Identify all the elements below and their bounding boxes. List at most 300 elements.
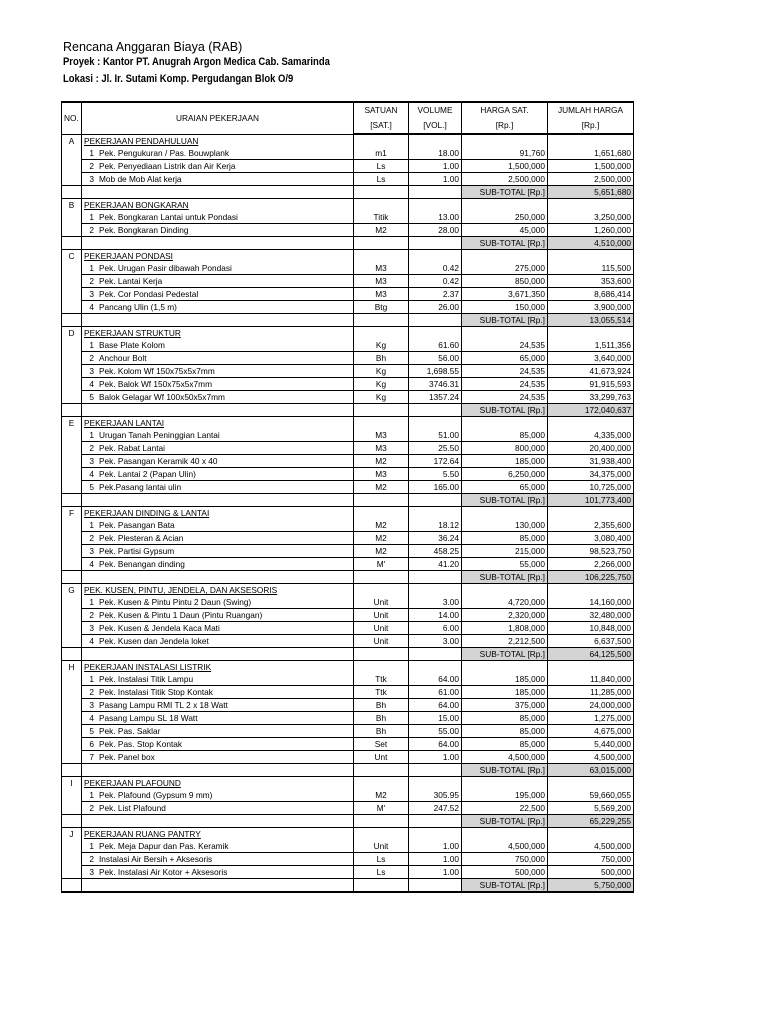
col-header-unit: SATUAN <box>354 102 409 118</box>
section-header-row <box>62 327 634 340</box>
item-description <box>82 866 354 879</box>
empty-cell <box>354 199 409 212</box>
item-description <box>82 853 354 866</box>
empty-cell <box>409 571 462 584</box>
item-total: 1,511,356 <box>548 339 634 352</box>
table-row <box>62 673 634 686</box>
table-row <box>62 481 634 494</box>
item-total: 2,266,000 <box>548 558 634 571</box>
item-name: Pek. Cor Pondasi Pedestal <box>99 288 199 299</box>
item-unit-price: 45,000 <box>462 224 548 237</box>
subtotal-label: SUB-TOTAL [Rp.] <box>462 186 548 199</box>
item-volume: 14.00 <box>409 609 462 622</box>
subtotal-row <box>62 571 634 584</box>
item-unit: Bh <box>354 352 409 365</box>
subtotal-label: SUB-TOTAL [Rp.] <box>462 879 548 893</box>
empty-cell <box>62 160 82 173</box>
item-total: 5,440,000 <box>548 738 634 751</box>
empty-cell <box>548 507 634 520</box>
empty-cell <box>409 237 462 250</box>
item-total: 20,400,000 <box>548 442 634 455</box>
subtotal-label: SUB-TOTAL [Rp.] <box>462 314 548 327</box>
item-unit-price: 65,000 <box>462 481 548 494</box>
item-name: Pek. Kusen & Jendela Kaca Mati <box>99 622 220 633</box>
item-name: Pek. Kusen & Pintu 1 Daun (Pintu Ruangan) <box>99 609 263 620</box>
item-volume: 13.00 <box>409 211 462 224</box>
table-row <box>62 751 634 764</box>
item-number: 5 <box>89 725 94 736</box>
empty-cell <box>409 764 462 777</box>
item-unit-price: 150,000 <box>462 301 548 314</box>
item-unit: Titik <box>354 211 409 224</box>
empty-cell <box>62 301 82 314</box>
item-unit: M2 <box>354 789 409 802</box>
section-code: C <box>62 250 82 263</box>
item-unit: M2 <box>354 481 409 494</box>
section-header-row <box>62 828 634 841</box>
item-number: 1 <box>89 673 94 684</box>
table-row <box>62 622 634 635</box>
item-description <box>82 622 354 635</box>
item-description <box>82 455 354 468</box>
item-number: 2 <box>89 802 94 813</box>
table-row <box>62 429 634 442</box>
empty-cell <box>548 777 634 790</box>
subtotal-label: SUB-TOTAL [Rp.] <box>462 404 548 417</box>
empty-cell <box>548 584 634 597</box>
section-title: PEKERJAAN PENDAHULUAN <box>82 134 354 147</box>
item-number: 1 <box>89 840 94 851</box>
item-unit-price: 185,000 <box>462 673 548 686</box>
item-volume: 3746.31 <box>409 378 462 391</box>
item-volume: 36.24 <box>409 532 462 545</box>
empty-cell <box>354 764 409 777</box>
item-total: 5,569,200 <box>548 802 634 815</box>
empty-cell <box>354 417 409 430</box>
table-row <box>62 635 634 648</box>
item-unit: M3 <box>354 468 409 481</box>
item-number: 5 <box>89 481 94 492</box>
item-name: Pek. Balok Wf 150x75x5x7mm <box>99 378 212 389</box>
item-name: Pek. Meja Dapur dan Pas. Keramik <box>99 840 229 851</box>
item-total: 91,915,593 <box>548 378 634 391</box>
item-number: 3 <box>89 455 94 466</box>
empty-cell <box>62 275 82 288</box>
empty-cell <box>62 352 82 365</box>
item-description <box>82 686 354 699</box>
empty-cell <box>62 365 82 378</box>
item-name: Pek. Pas. Saklar <box>99 725 161 736</box>
item-name: Pek. Partisi Gypsum <box>99 545 175 556</box>
item-number: 2 <box>89 442 94 453</box>
subtotal-label: SUB-TOTAL [Rp.] <box>462 815 548 828</box>
item-volume: 458.25 <box>409 545 462 558</box>
item-name: Pek. Kolom Wf 150x75x5x7mm <box>99 365 215 376</box>
item-description <box>82 468 354 481</box>
subtotal-value: 65,229,255 <box>548 815 634 828</box>
subtotal-row <box>62 314 634 327</box>
item-volume: 3.00 <box>409 596 462 609</box>
item-volume: 28.00 <box>409 224 462 237</box>
item-number: 4 <box>89 712 94 723</box>
subtotal-value: 63,015,000 <box>548 764 634 777</box>
table-row <box>62 288 634 301</box>
empty-cell <box>62 173 82 186</box>
item-name: Pek. Bongkaran Lantai untuk Pondasi <box>99 211 238 222</box>
table-row <box>62 840 634 853</box>
empty-cell <box>62 391 82 404</box>
item-description <box>82 147 354 160</box>
subtotal-label: SUB-TOTAL [Rp.] <box>462 494 548 507</box>
rab-table <box>61 101 634 893</box>
item-volume: 1.00 <box>409 173 462 186</box>
item-total: 500,000 <box>548 866 634 879</box>
item-description <box>82 429 354 442</box>
item-unit: M3 <box>354 275 409 288</box>
item-name: Base Plate Kolom <box>99 339 165 350</box>
item-description <box>82 262 354 275</box>
item-unit-price: 65,000 <box>462 352 548 365</box>
section-code: D <box>62 327 82 340</box>
item-unit: Unit <box>354 635 409 648</box>
item-number: 2 <box>89 532 94 543</box>
subtotal-row <box>62 764 634 777</box>
empty-cell <box>354 815 409 828</box>
item-unit: Bh <box>354 699 409 712</box>
empty-cell <box>62 147 82 160</box>
item-name: Urugan Tanah Peninggian Lantai <box>99 429 220 440</box>
item-number: 2 <box>89 609 94 620</box>
item-number: 7 <box>89 751 94 762</box>
item-unit-price: 24,535 <box>462 378 548 391</box>
item-description <box>82 751 354 764</box>
item-unit: M' <box>354 558 409 571</box>
empty-cell <box>462 134 548 147</box>
empty-cell <box>62 815 82 828</box>
item-unit: Btg <box>354 301 409 314</box>
empty-cell <box>62 879 82 893</box>
item-total: 4,335,000 <box>548 429 634 442</box>
item-volume: 61.00 <box>409 686 462 699</box>
item-unit-price: 4,500,000 <box>462 751 548 764</box>
item-name: Pek. Instalasi Titik Stop Kontak <box>99 686 213 697</box>
empty-cell <box>62 532 82 545</box>
item-name: Pek. Penyediaan Listrik dan Air Kerja <box>99 160 236 171</box>
subtotal-row <box>62 404 634 417</box>
item-name: Anchour Bolt <box>99 352 147 363</box>
item-unit-price: 24,535 <box>462 365 548 378</box>
item-volume: 1.00 <box>409 866 462 879</box>
item-number: 3 <box>89 699 94 710</box>
section-title: PEKERJAAN RUANG PANTRY <box>82 828 354 841</box>
empty-cell <box>462 507 548 520</box>
item-number: 1 <box>89 211 94 222</box>
item-name: Pek. Pengukuran / Pas. Bouwplank <box>99 147 230 158</box>
item-description <box>82 545 354 558</box>
item-unit: Unit <box>354 609 409 622</box>
item-number: 3 <box>89 866 94 877</box>
item-number: 1 <box>89 262 94 273</box>
item-unit-price: 850,000 <box>462 275 548 288</box>
item-volume: 41.20 <box>409 558 462 571</box>
subtotal-value: 5,750,000 <box>548 879 634 893</box>
item-volume: 2.37 <box>409 288 462 301</box>
table-row <box>62 609 634 622</box>
empty-cell <box>548 250 634 263</box>
item-total: 41,673,924 <box>548 365 634 378</box>
item-name: Pancang Ulin (1,5 m) <box>99 301 177 312</box>
item-unit: Unit <box>354 596 409 609</box>
empty-cell <box>82 237 354 250</box>
document-title: Rencana Anggaran Biaya (RAB) <box>63 40 243 54</box>
item-number: 4 <box>89 468 94 479</box>
empty-cell <box>82 648 354 661</box>
section-code: G <box>62 584 82 597</box>
item-number: 4 <box>89 378 94 389</box>
empty-cell <box>462 584 548 597</box>
item-unit: M2 <box>354 455 409 468</box>
item-unit: M2 <box>354 545 409 558</box>
table-row <box>62 224 634 237</box>
col-header-total-sub: [Rp.] <box>548 118 634 134</box>
item-unit: M3 <box>354 429 409 442</box>
empty-cell <box>62 545 82 558</box>
table-row <box>62 275 634 288</box>
item-description <box>82 789 354 802</box>
item-name: Pek. Urugan Pasir dibawah Pondasi <box>99 262 232 273</box>
item-name: Instalasi Air Bersih + Aksesoris <box>99 853 213 864</box>
item-description <box>82 840 354 853</box>
item-unit: Bh <box>354 725 409 738</box>
item-unit-price: 500,000 <box>462 866 548 879</box>
empty-cell <box>62 609 82 622</box>
item-name: Pek. Lantai 2 (Papan Ulin) <box>99 468 196 479</box>
item-volume: 1.00 <box>409 853 462 866</box>
empty-cell <box>62 789 82 802</box>
table-row <box>62 391 634 404</box>
item-volume: 18.00 <box>409 147 462 160</box>
item-total: 6,637,500 <box>548 635 634 648</box>
item-total: 98,523,750 <box>548 545 634 558</box>
item-volume: 0.42 <box>409 275 462 288</box>
item-unit: Ls <box>354 853 409 866</box>
item-unit-price: 85,000 <box>462 725 548 738</box>
item-unit: Kg <box>354 378 409 391</box>
item-description <box>82 699 354 712</box>
item-total: 3,250,000 <box>548 211 634 224</box>
item-unit-price: 85,000 <box>462 532 548 545</box>
item-volume: 51.00 <box>409 429 462 442</box>
empty-cell <box>354 648 409 661</box>
item-unit-price: 4,720,000 <box>462 596 548 609</box>
item-name: Pek. Pas. Stop Kontak <box>99 738 183 749</box>
empty-cell <box>62 802 82 815</box>
table-header <box>62 102 634 134</box>
empty-cell <box>82 186 354 199</box>
item-unit: M3 <box>354 262 409 275</box>
empty-cell <box>354 507 409 520</box>
section-header-row <box>62 661 634 674</box>
item-volume: 56.00 <box>409 352 462 365</box>
item-total: 353,600 <box>548 275 634 288</box>
item-unit-price: 2,500,000 <box>462 173 548 186</box>
item-total: 2,500,000 <box>548 173 634 186</box>
item-name: Pek. Instalasi Titik Lampu <box>99 673 194 684</box>
empty-cell <box>462 199 548 212</box>
item-number: 1 <box>89 789 94 800</box>
item-name: Pek. Kusen & Pintu Pintu 2 Daun (Swing) <box>99 596 252 607</box>
empty-cell <box>354 494 409 507</box>
item-description <box>82 738 354 751</box>
item-total: 59,660,055 <box>548 789 634 802</box>
item-unit: M2 <box>354 224 409 237</box>
item-description <box>82 532 354 545</box>
empty-cell <box>62 596 82 609</box>
item-unit-price: 1,500,000 <box>462 160 548 173</box>
table-row <box>62 378 634 391</box>
item-description <box>82 365 354 378</box>
table-row <box>62 173 634 186</box>
empty-cell <box>62 751 82 764</box>
section-code: F <box>62 507 82 520</box>
table-row <box>62 468 634 481</box>
item-description <box>82 378 354 391</box>
item-number: 2 <box>89 275 94 286</box>
item-description <box>82 211 354 224</box>
item-number: 5 <box>89 391 94 402</box>
item-number: 6 <box>89 738 94 749</box>
empty-cell <box>409 134 462 147</box>
empty-cell <box>82 764 354 777</box>
item-total: 34,375,000 <box>548 468 634 481</box>
item-volume: 64.00 <box>409 699 462 712</box>
item-description <box>82 596 354 609</box>
empty-cell <box>409 507 462 520</box>
item-unit-price: 2,320,000 <box>462 609 548 622</box>
empty-cell <box>82 815 354 828</box>
section-header-row <box>62 134 634 147</box>
item-unit-price: 85,000 <box>462 738 548 751</box>
section-header-row <box>62 584 634 597</box>
empty-cell <box>62 738 82 751</box>
item-name: Pasang Lampu SL 18 Watt <box>99 712 198 723</box>
item-total: 2,355,600 <box>548 519 634 532</box>
empty-cell <box>462 777 548 790</box>
item-description <box>82 339 354 352</box>
empty-cell <box>462 828 548 841</box>
empty-cell <box>409 661 462 674</box>
empty-cell <box>62 764 82 777</box>
empty-cell <box>62 571 82 584</box>
item-volume: 25.50 <box>409 442 462 455</box>
subtotal-value: 64,125,500 <box>548 648 634 661</box>
empty-cell <box>409 584 462 597</box>
item-unit: Unit <box>354 622 409 635</box>
item-volume: 1357.24 <box>409 391 462 404</box>
empty-cell <box>548 327 634 340</box>
item-description <box>82 224 354 237</box>
empty-cell <box>548 417 634 430</box>
table-row <box>62 789 634 802</box>
item-unit-price: 275,000 <box>462 262 548 275</box>
subtotal-value: 172,040,637 <box>548 404 634 417</box>
subtotal-row <box>62 494 634 507</box>
item-number: 3 <box>89 545 94 556</box>
item-name: Pek. Lantai Kerja <box>99 275 163 286</box>
table-row <box>62 712 634 725</box>
empty-cell <box>354 828 409 841</box>
item-unit-price: 55,000 <box>462 558 548 571</box>
item-unit-price: 215,000 <box>462 545 548 558</box>
item-unit-price: 375,000 <box>462 699 548 712</box>
col-header-price: HARGA SAT. <box>462 102 548 118</box>
section-title: PEKERJAAN PONDASI <box>82 250 354 263</box>
section-title: PEKERJAAN PLAFOUND <box>82 777 354 790</box>
table-row <box>62 802 634 815</box>
item-total: 33,299,763 <box>548 391 634 404</box>
item-unit: M2 <box>354 532 409 545</box>
section-title: PEKERJAAN DINDING & LANTAI <box>82 507 354 520</box>
empty-cell <box>62 224 82 237</box>
empty-cell <box>82 404 354 417</box>
empty-cell <box>354 404 409 417</box>
empty-cell <box>409 404 462 417</box>
item-volume: 0.42 <box>409 262 462 275</box>
item-total: 11,840,000 <box>548 673 634 686</box>
empty-cell <box>62 673 82 686</box>
item-description <box>82 301 354 314</box>
item-unit-price: 185,000 <box>462 455 548 468</box>
empty-cell <box>62 866 82 879</box>
item-volume: 18.12 <box>409 519 462 532</box>
item-number: 2 <box>89 224 94 235</box>
empty-cell <box>62 429 82 442</box>
empty-cell <box>409 250 462 263</box>
item-unit-price: 22,500 <box>462 802 548 815</box>
section-title: PEKERJAAN STRUKTUR <box>82 327 354 340</box>
empty-cell <box>62 442 82 455</box>
subtotal-row <box>62 879 634 893</box>
item-unit: Kg <box>354 339 409 352</box>
item-total: 1,260,000 <box>548 224 634 237</box>
item-name: Pek. Panel box <box>99 751 155 762</box>
empty-cell <box>62 237 82 250</box>
table-row <box>62 738 634 751</box>
empty-cell <box>354 777 409 790</box>
item-unit: Ls <box>354 173 409 186</box>
col-header-desc: URAIAN PEKERJAAN <box>82 102 354 134</box>
item-number: 3 <box>89 288 94 299</box>
item-number: 4 <box>89 635 94 646</box>
table-row <box>62 339 634 352</box>
table-row <box>62 558 634 571</box>
item-unit-price: 195,000 <box>462 789 548 802</box>
item-number: 4 <box>89 301 94 312</box>
col-header-total: JUMLAH HARGA <box>548 102 634 118</box>
empty-cell <box>409 815 462 828</box>
empty-cell <box>409 314 462 327</box>
item-total: 10,848,000 <box>548 622 634 635</box>
item-description <box>82 275 354 288</box>
item-description <box>82 712 354 725</box>
item-unit: Bh <box>354 712 409 725</box>
empty-cell <box>62 622 82 635</box>
item-description <box>82 519 354 532</box>
subtotal-value: 13,055,514 <box>548 314 634 327</box>
empty-cell <box>62 262 82 275</box>
section-title: PEKERJAAN LANTAI <box>82 417 354 430</box>
section-code: H <box>62 661 82 674</box>
